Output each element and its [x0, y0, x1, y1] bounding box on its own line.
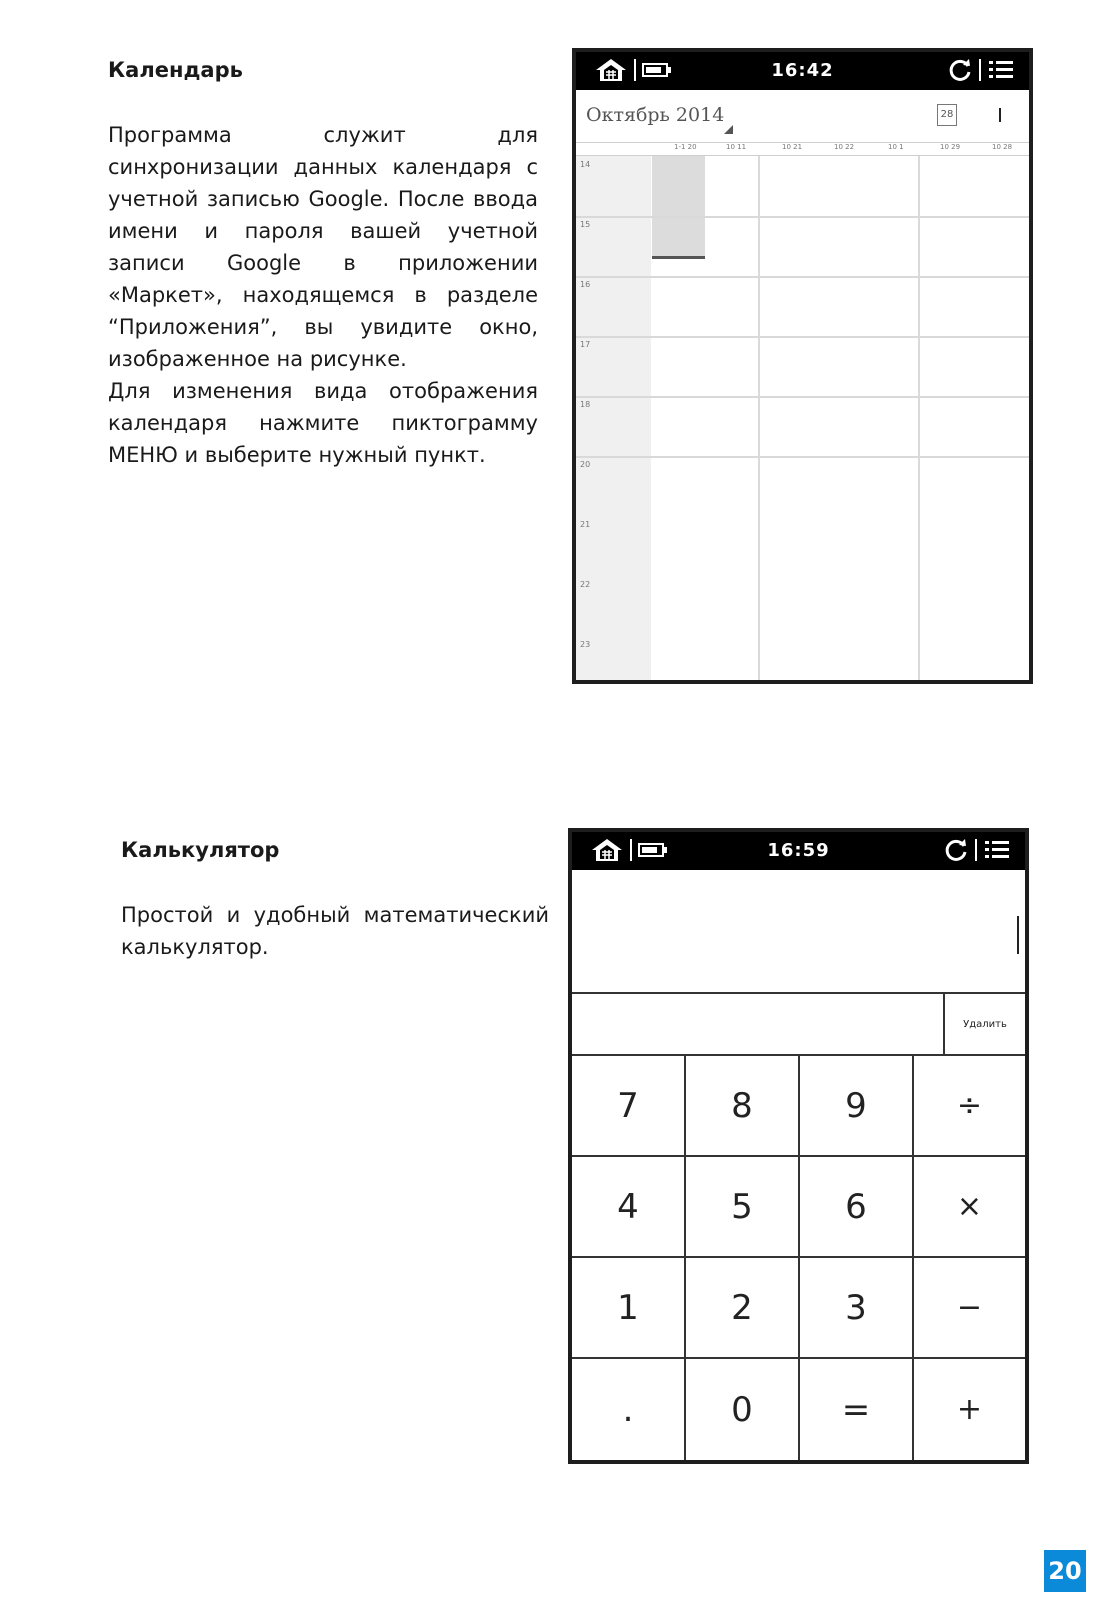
calendar-section-title: Календарь	[108, 58, 243, 82]
key-decimal[interactable]: .	[572, 1359, 686, 1460]
sync-icon[interactable]	[943, 837, 969, 863]
calendar-paragraph-1: Программа служит для синхронизации данных календаря с учетной записью Google. После ввода имени и пароля вашей учетной записи Google в приложении «Маркет», находящемся в разделе “Приложения”, вы увидите окно, изображенное на рисунке.	[108, 123, 538, 371]
grid-column-line	[758, 156, 760, 680]
status-separator	[975, 839, 977, 861]
grid-hour-line	[576, 216, 1029, 218]
key-8[interactable]: 8	[686, 1056, 800, 1157]
calendar-paragraph-2: Для изменения вида отображения календаря нажмите пиктограмму МЕНЮ и выберите нужный пункт.	[108, 379, 538, 467]
day-header: 10 22	[834, 143, 855, 151]
day-header: 10 29	[940, 143, 961, 151]
status-bar	[576, 52, 1029, 90]
status-bar	[572, 832, 1025, 870]
hour-label: 21	[580, 520, 591, 529]
menu-list-icon[interactable]	[983, 838, 1011, 862]
calculator-display[interactable]	[572, 870, 1025, 994]
hour-label: 15	[580, 220, 591, 229]
hour-gutter	[576, 156, 651, 680]
calculator-screenshot	[568, 828, 1029, 1464]
month-selector[interactable]: Октябрь 2014	[586, 104, 725, 126]
key-minus[interactable]: −	[914, 1258, 1025, 1359]
status-time: 16:42	[771, 60, 834, 81]
day-header: 10 11	[726, 143, 747, 151]
calculator-keypad	[572, 1056, 1025, 1460]
dropdown-arrow-icon[interactable]	[724, 125, 733, 134]
day-header-row	[576, 143, 1029, 156]
key-2[interactable]: 2	[686, 1258, 800, 1359]
page-number: 20	[1044, 1550, 1086, 1592]
hour-label: 20	[580, 460, 591, 469]
key-5[interactable]: 5	[686, 1157, 800, 1258]
key-multiply[interactable]: ×	[914, 1157, 1025, 1258]
calendar-screenshot	[572, 48, 1033, 684]
key-divide[interactable]: ÷	[914, 1056, 1025, 1157]
grid-column-line	[918, 156, 920, 680]
text-cursor	[1017, 916, 1019, 954]
hour-label: 18	[580, 400, 591, 409]
grid-hour-line	[576, 336, 1029, 338]
grid-hour-line	[576, 276, 1029, 278]
grid-hour-line	[576, 396, 1029, 398]
calculator-formula-row	[572, 994, 1025, 1056]
calculator-paragraph-1: Простой и удобный математический калькулятор.	[121, 903, 549, 959]
calendar-today-icon[interactable]: 28	[937, 104, 957, 126]
overflow-menu-icon[interactable]	[999, 108, 1001, 122]
key-0[interactable]: 0	[686, 1359, 800, 1460]
hour-label: 16	[580, 280, 591, 289]
calendar-week-grid[interactable]	[576, 156, 1029, 680]
key-3[interactable]: 3	[800, 1258, 914, 1359]
calendar-header	[576, 90, 1029, 143]
sync-icon[interactable]	[947, 57, 973, 83]
status-time: 16:59	[767, 840, 830, 861]
key-4[interactable]: 4	[572, 1157, 686, 1258]
calculator-section-title: Калькулятор	[121, 838, 280, 862]
key-equals[interactable]: =	[800, 1359, 914, 1460]
status-separator	[979, 59, 981, 81]
day-header: 10 1	[888, 143, 904, 151]
delete-button[interactable]: Удалить	[943, 994, 1025, 1054]
calculator-section-body	[121, 899, 549, 963]
hour-label: 14	[580, 160, 591, 169]
menu-list-icon[interactable]	[987, 58, 1015, 82]
key-9[interactable]: 9	[800, 1056, 914, 1157]
day-header: 10 21	[782, 143, 803, 151]
calendar-event-block[interactable]	[652, 156, 705, 259]
grid-hour-line	[576, 456, 1029, 458]
hour-label: 23	[580, 640, 591, 649]
hour-label: 17	[580, 340, 591, 349]
calendar-section-body	[108, 119, 538, 471]
hour-label: 22	[580, 580, 591, 589]
key-plus[interactable]: +	[956, 1392, 983, 1427]
key-6[interactable]: 6	[800, 1157, 914, 1258]
key-1[interactable]: 1	[572, 1258, 686, 1359]
day-header: 1-1 20	[674, 143, 697, 151]
key-7[interactable]: 7	[572, 1056, 686, 1157]
day-header: 10 28	[992, 143, 1013, 151]
